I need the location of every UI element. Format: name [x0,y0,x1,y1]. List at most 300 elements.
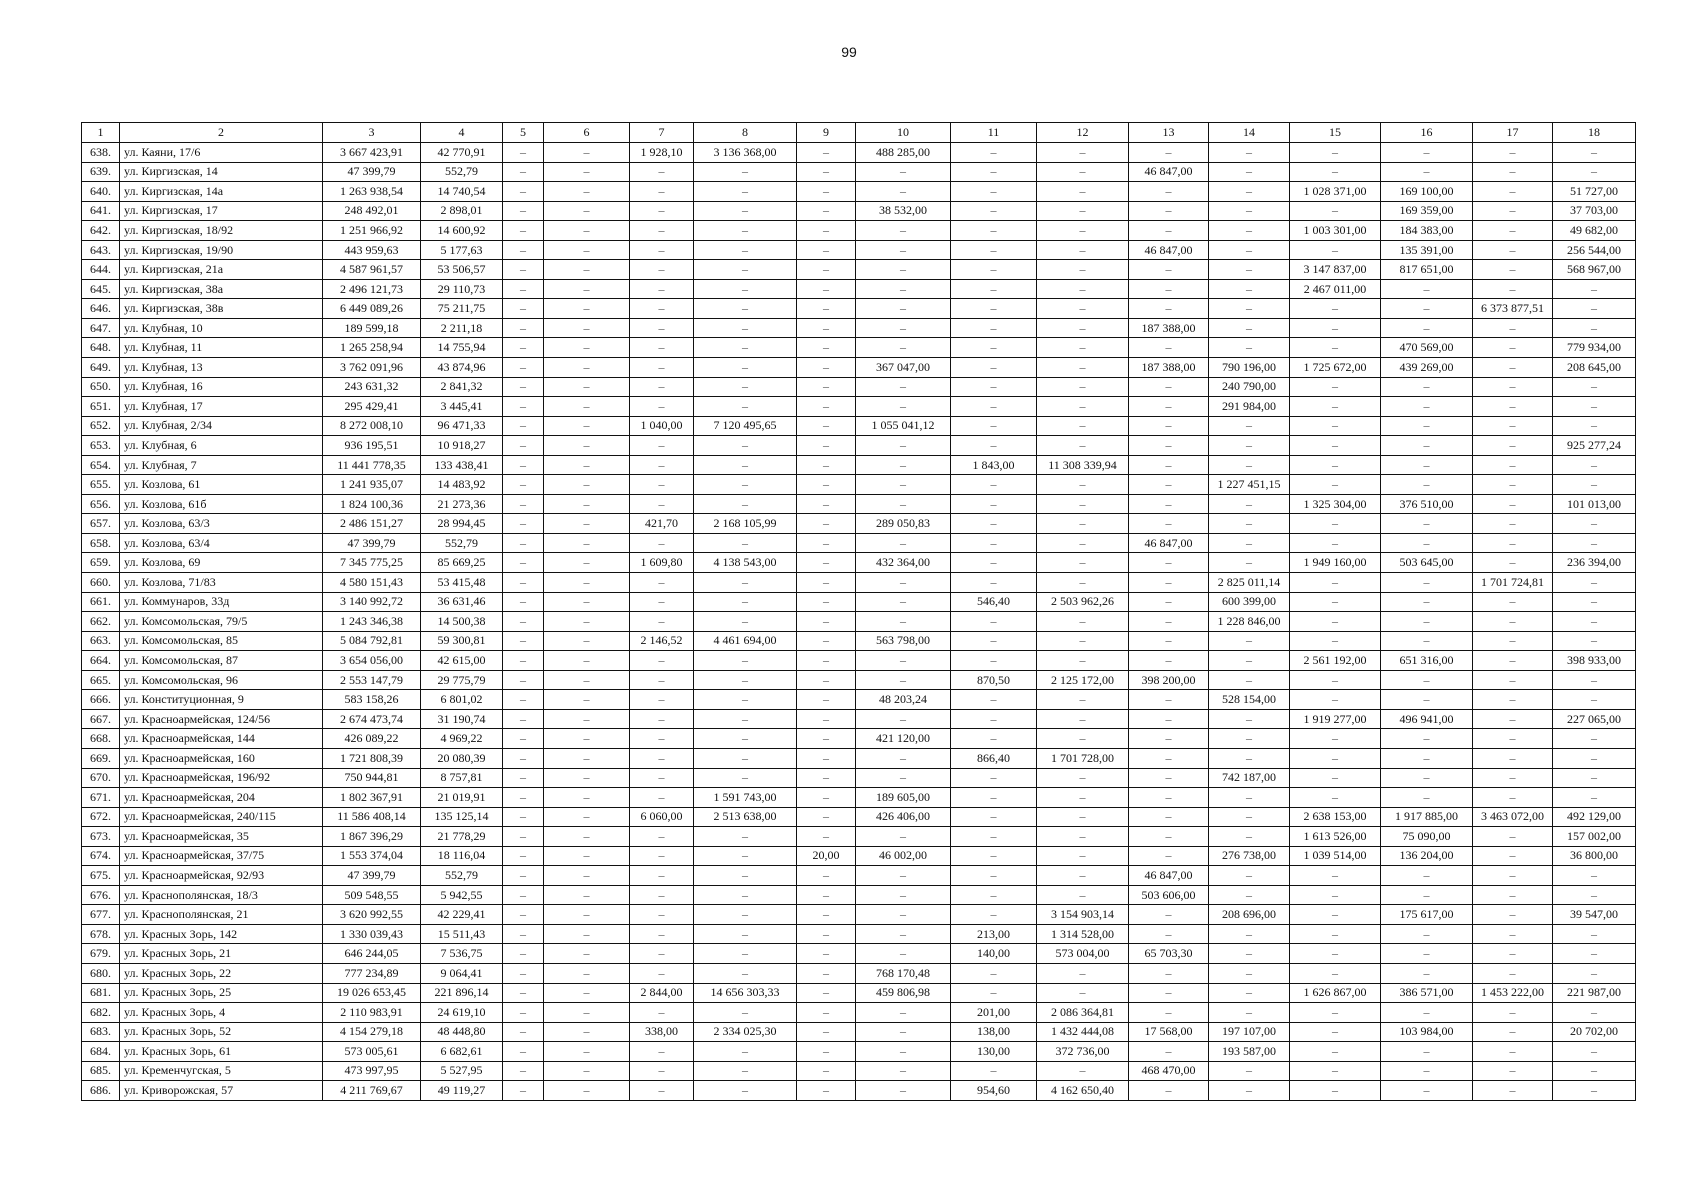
value-cell: – [856,944,951,964]
value-cell: – [544,670,630,690]
value-cell: – [544,1081,630,1101]
value-cell: – [797,709,856,729]
value-cell: 2 211,18 [421,318,503,338]
value-cell: 5 177,63 [421,240,503,260]
value-cell: – [1381,397,1473,417]
value-cell: 21 273,36 [421,494,503,514]
value-cell: – [544,397,630,417]
value-cell: – [1129,768,1209,788]
value-cell: – [1129,612,1209,632]
value-cell: – [1473,905,1553,925]
value-cell: 189 605,00 [856,788,951,808]
value-cell: 426 089,22 [323,729,421,749]
value-cell: 563 798,00 [856,631,951,651]
value-cell: – [1209,416,1290,436]
value-cell: 1 824 100,36 [323,494,421,514]
value-cell: 20 702,00 [1553,1022,1636,1042]
value-cell: 37 703,00 [1553,201,1636,221]
value-cell: – [1209,455,1290,475]
value-cell: – [630,885,694,905]
address-cell: ул. Красноармейская, 37/75 [120,846,323,866]
value-cell: 925 277,24 [1553,436,1636,456]
row-number-cell: 653. [82,436,120,456]
table-row [82,416,1636,436]
value-cell: – [1290,338,1381,358]
value-cell: 46 847,00 [1129,162,1209,182]
value-cell: – [503,182,544,202]
value-cell: – [1037,201,1129,221]
table-body [82,143,1636,1101]
value-cell: 3 463 072,00 [1473,807,1553,827]
value-cell: 17 568,00 [1129,1022,1209,1042]
value-cell: – [1209,143,1290,163]
value-cell: – [797,436,856,456]
value-cell: – [856,279,951,299]
value-cell: – [503,905,544,925]
value-cell: 2 334 025,30 [694,1022,797,1042]
value-cell: – [544,1003,630,1023]
value-cell: – [630,475,694,495]
value-cell: – [1381,885,1473,905]
value-cell: – [951,983,1037,1003]
value-cell: – [694,963,797,983]
value-cell: – [1037,807,1129,827]
value-cell: – [797,924,856,944]
value-cell: – [1473,514,1553,534]
value-cell: 213,00 [951,924,1037,944]
value-cell: – [544,318,630,338]
value-cell: – [544,924,630,944]
value-cell: – [951,846,1037,866]
value-cell: – [797,827,856,847]
value-cell: – [694,201,797,221]
value-cell: – [630,377,694,397]
value-cell: 503 645,00 [1381,553,1473,573]
value-cell: – [1381,592,1473,612]
value-cell: 48 448,80 [421,1022,503,1042]
value-cell: – [503,885,544,905]
value-cell: – [951,221,1037,241]
value-cell: – [951,533,1037,553]
value-cell: – [630,592,694,612]
value-cell: 1 040,00 [630,416,694,436]
value-cell: 236 394,00 [1553,553,1636,573]
value-cell: – [1129,963,1209,983]
address-cell: ул. Красных Зорь, 52 [120,1022,323,1042]
value-cell: – [1129,1003,1209,1023]
value-cell: 421,70 [630,514,694,534]
value-cell: – [503,299,544,319]
value-cell: – [951,338,1037,358]
value-cell: – [694,494,797,514]
value-cell: – [1209,240,1290,260]
value-cell: 75 090,00 [1381,827,1473,847]
value-cell: 338,00 [630,1022,694,1042]
value-cell: – [503,612,544,632]
row-number-cell: 684. [82,1042,120,1062]
value-cell: 1 949 160,00 [1290,553,1381,573]
value-cell: – [1381,455,1473,475]
value-cell: 103 984,00 [1381,1022,1473,1042]
value-cell: 38 532,00 [856,201,951,221]
value-cell: 2 496 121,73 [323,279,421,299]
value-cell: 46 847,00 [1129,533,1209,553]
value-cell: 11 586 408,14 [323,807,421,827]
row-number-cell: 673. [82,827,120,847]
value-cell: 1 003 301,00 [1290,221,1381,241]
column-header: 11 [951,123,1037,143]
value-cell: – [1129,436,1209,456]
value-cell: – [630,651,694,671]
value-cell: – [694,612,797,632]
value-cell: – [856,475,951,495]
value-cell: – [856,1042,951,1062]
value-cell: – [544,788,630,808]
value-cell: – [951,377,1037,397]
value-cell: – [1037,690,1129,710]
table-row [82,846,1636,866]
value-cell: 496 941,00 [1381,709,1473,729]
address-cell: ул. Красноармейская, 124/56 [120,709,323,729]
value-cell: – [1209,963,1290,983]
value-cell: – [797,143,856,163]
value-cell: – [503,963,544,983]
table-row [82,748,1636,768]
table-row [82,670,1636,690]
address-cell: ул. Клубная, 7 [120,455,323,475]
row-number-cell: 667. [82,709,120,729]
value-cell: 227 065,00 [1553,709,1636,729]
value-cell: – [694,592,797,612]
row-number-cell: 648. [82,338,120,358]
column-header: 6 [544,123,630,143]
value-cell: 21 019,91 [421,788,503,808]
value-cell: – [503,397,544,417]
value-cell: – [1381,690,1473,710]
row-number-cell: 645. [82,279,120,299]
value-cell: – [1473,1061,1553,1081]
value-cell: 43 874,96 [421,358,503,378]
value-cell: 573 004,00 [1037,944,1129,964]
value-cell: – [630,182,694,202]
value-cell: – [1290,1081,1381,1101]
value-cell: 46 847,00 [1129,866,1209,886]
value-cell: – [1290,318,1381,338]
value-cell: – [856,573,951,593]
value-cell: 870,50 [951,670,1037,690]
value-cell: 6 373 877,51 [1473,299,1553,319]
value-cell: 53 506,57 [421,260,503,280]
value-cell: – [503,690,544,710]
value-cell: 8 272 008,10 [323,416,421,436]
value-cell: – [856,1003,951,1023]
value-cell: – [1553,514,1636,534]
value-cell: – [630,866,694,886]
value-cell: 552,79 [421,866,503,886]
value-cell: 1 265 258,94 [323,338,421,358]
value-cell: – [1473,866,1553,886]
value-cell: – [1290,1022,1381,1042]
value-cell: – [694,866,797,886]
value-cell: 4 969,22 [421,729,503,749]
value-cell: – [1209,924,1290,944]
value-cell: – [694,260,797,280]
table-row [82,318,1636,338]
table-row [82,221,1636,241]
value-cell: 817 651,00 [1381,260,1473,280]
value-cell: 53 415,48 [421,573,503,593]
row-number-cell: 661. [82,592,120,612]
value-cell: – [951,729,1037,749]
table-row [82,1081,1636,1101]
value-cell: – [1290,240,1381,260]
row-number-cell: 640. [82,182,120,202]
table-row [82,592,1636,612]
value-cell: – [503,475,544,495]
value-cell: – [951,553,1037,573]
value-cell: – [1037,533,1129,553]
value-cell: 20 080,39 [421,748,503,768]
value-cell: – [694,729,797,749]
value-cell: 1 867 396,29 [323,827,421,847]
value-cell: 1 330 039,43 [323,924,421,944]
value-cell: – [1037,729,1129,749]
value-cell: – [544,1042,630,1062]
value-cell: – [797,162,856,182]
value-cell: – [1129,377,1209,397]
address-cell: ул. Киргизская, 14 [120,162,323,182]
value-cell: – [1037,573,1129,593]
value-cell: – [1553,885,1636,905]
value-cell: – [1129,279,1209,299]
value-cell: – [1037,768,1129,788]
value-cell: 31 190,74 [421,709,503,729]
value-cell: – [856,436,951,456]
value-cell: – [856,221,951,241]
value-cell: 8 757,81 [421,768,503,788]
value-cell: 1 243 346,38 [323,612,421,632]
column-header: 7 [630,123,694,143]
value-cell: – [856,592,951,612]
value-cell: – [503,436,544,456]
address-cell: ул. Козлова, 63/3 [120,514,323,534]
value-cell: – [1473,748,1553,768]
table-row [82,924,1636,944]
value-cell: 1 453 222,00 [1473,983,1553,1003]
value-cell: – [544,143,630,163]
value-cell: – [1473,846,1553,866]
value-cell: – [694,377,797,397]
value-cell: – [797,807,856,827]
value-cell: – [797,553,856,573]
value-cell: – [951,182,1037,202]
data-table [81,122,1636,1101]
value-cell: – [1473,279,1553,299]
value-cell: – [856,377,951,397]
value-cell: 138,00 [951,1022,1037,1042]
value-cell: – [951,397,1037,417]
value-cell: 1 251 966,92 [323,221,421,241]
value-cell: – [1473,768,1553,788]
value-cell: 201,00 [951,1003,1037,1023]
value-cell: – [797,748,856,768]
value-cell: – [856,397,951,417]
row-number-cell: 659. [82,553,120,573]
value-cell: 367 047,00 [856,358,951,378]
value-cell: – [951,514,1037,534]
value-cell: – [1209,709,1290,729]
value-cell: – [856,768,951,788]
value-cell: – [544,221,630,241]
value-cell: 1 227 451,15 [1209,475,1290,495]
value-cell: 2 146,52 [630,631,694,651]
value-cell: – [630,397,694,417]
value-cell: – [1290,885,1381,905]
value-cell: 184 383,00 [1381,221,1473,241]
value-cell: 11 441 778,35 [323,455,421,475]
value-cell: – [544,182,630,202]
value-cell: 600 399,00 [1209,592,1290,612]
table-row [82,729,1636,749]
value-cell: – [694,436,797,456]
value-cell: – [694,475,797,495]
address-cell: ул. Клубная, 13 [120,358,323,378]
value-cell: – [1290,1003,1381,1023]
value-cell: – [544,514,630,534]
value-cell: – [1209,631,1290,651]
value-cell: – [544,533,630,553]
value-cell: – [1037,240,1129,260]
value-cell: – [797,182,856,202]
table-row [82,983,1636,1003]
value-cell: – [1553,631,1636,651]
value-cell: – [1381,1081,1473,1101]
value-cell: 386 571,00 [1381,983,1473,1003]
value-cell: – [1209,162,1290,182]
value-cell: – [856,866,951,886]
value-cell: – [544,631,630,651]
value-cell: – [1473,690,1553,710]
value-cell: 1 039 514,00 [1290,846,1381,866]
value-cell: – [544,827,630,847]
value-cell: – [1381,1003,1473,1023]
value-cell: 21 778,29 [421,827,503,847]
column-header: 10 [856,123,951,143]
value-cell: – [1381,1042,1473,1062]
value-cell: – [1037,788,1129,808]
value-cell: – [1129,299,1209,319]
value-cell: – [951,475,1037,495]
address-cell: ул. Козлова, 63/4 [120,533,323,553]
value-cell: 473 997,95 [323,1061,421,1081]
value-cell: – [1290,768,1381,788]
value-cell: 5 942,55 [421,885,503,905]
value-cell: – [1553,612,1636,632]
value-cell: 1 241 935,07 [323,475,421,495]
value-cell: – [1381,573,1473,593]
address-cell: ул. Красноармейская, 196/92 [120,768,323,788]
value-cell: – [1473,1042,1553,1062]
value-cell: 432 364,00 [856,553,951,573]
value-cell: 48 203,24 [856,690,951,710]
value-cell: 568 967,00 [1553,260,1636,280]
table-row [82,709,1636,729]
value-cell: – [694,221,797,241]
row-number-cell: 658. [82,533,120,553]
value-cell: – [694,162,797,182]
value-cell: 5 084 792,81 [323,631,421,651]
value-cell: 221 896,14 [421,983,503,1003]
value-cell: – [1129,573,1209,593]
value-cell: – [1209,182,1290,202]
value-cell: – [797,514,856,534]
value-cell: – [797,612,856,632]
value-cell: 546,40 [951,592,1037,612]
value-cell: 2 825 011,14 [1209,573,1290,593]
value-cell: 169 100,00 [1381,182,1473,202]
table-row [82,455,1636,475]
value-cell: – [1209,866,1290,886]
table-row [82,905,1636,925]
value-cell: 136 204,00 [1381,846,1473,866]
value-cell: – [503,1022,544,1042]
value-cell: – [1290,162,1381,182]
value-cell: – [856,338,951,358]
value-cell: – [1381,416,1473,436]
value-cell: 1 802 367,91 [323,788,421,808]
value-cell: 208 696,00 [1209,905,1290,925]
value-cell: 5 527,95 [421,1061,503,1081]
value-cell: – [797,533,856,553]
value-cell: – [503,416,544,436]
value-cell: 1 725 672,00 [1290,358,1381,378]
value-cell: – [630,279,694,299]
value-cell: – [1553,924,1636,944]
address-cell: ул. Красных Зорь, 22 [120,963,323,983]
value-cell: – [1129,201,1209,221]
value-cell: – [1209,1081,1290,1101]
value-cell: – [544,748,630,768]
value-cell: – [951,788,1037,808]
value-cell: 276 738,00 [1209,846,1290,866]
value-cell: – [1553,866,1636,886]
value-cell: – [630,533,694,553]
value-cell: – [630,827,694,847]
value-cell: 42 229,41 [421,905,503,925]
value-cell: 6 801,02 [421,690,503,710]
value-cell: – [544,983,630,1003]
value-cell: – [951,631,1037,651]
value-cell: – [1473,533,1553,553]
value-cell: – [1290,1042,1381,1062]
value-cell: 7 120 495,65 [694,416,797,436]
value-cell: – [630,338,694,358]
value-cell: 295 429,41 [323,397,421,417]
value-cell: – [1209,514,1290,534]
value-cell: – [1473,455,1553,475]
value-cell: – [1037,416,1129,436]
value-cell: – [951,299,1037,319]
value-cell: – [503,358,544,378]
value-cell: – [1037,358,1129,378]
value-cell: – [1553,963,1636,983]
table-row [82,260,1636,280]
value-cell: 85 669,25 [421,553,503,573]
value-cell: – [1037,338,1129,358]
value-cell: – [694,885,797,905]
value-cell: – [1473,944,1553,964]
value-cell: – [544,299,630,319]
